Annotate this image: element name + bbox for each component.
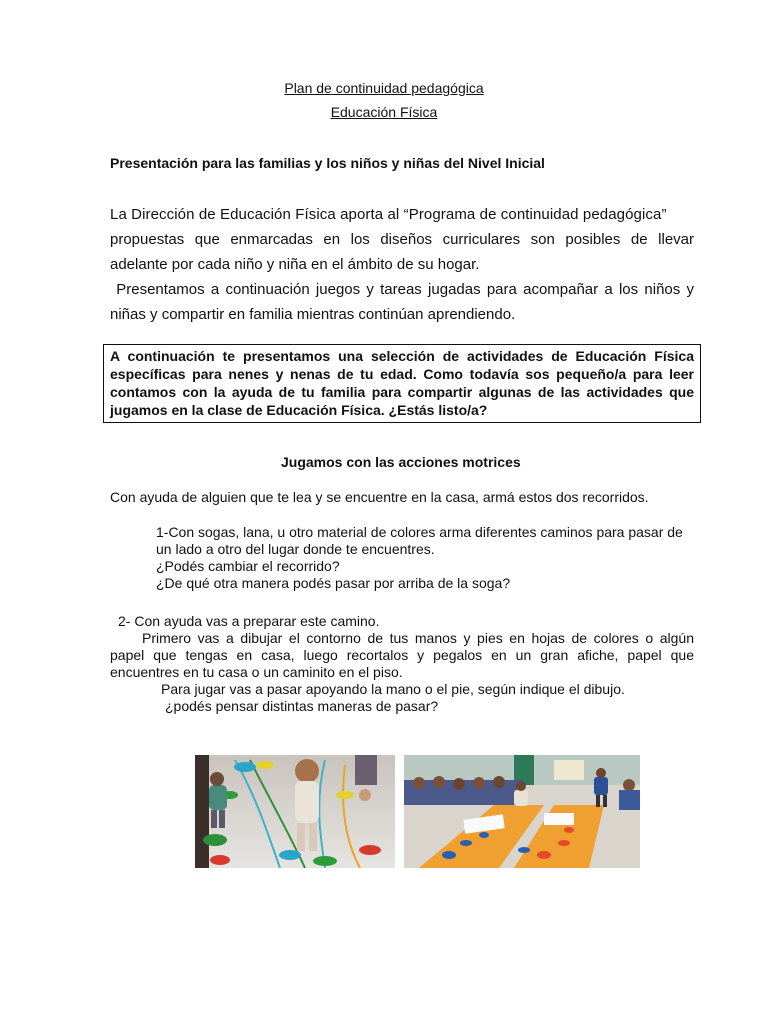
instructions-text: Con ayuda de alguien que te lea y se encuentre en la casa, armá estos dos recorridos. xyxy=(110,489,649,505)
box-line: específicas para nenes y nenas de tu edad. Como todavía sos pequeño/a para leer xyxy=(110,366,694,382)
intro-line: adelante por cada niño y niña en el ámbito de su hogar. xyxy=(110,256,480,273)
highlight-box xyxy=(103,344,701,423)
section-heading: Presentación para las familias y los niños y niñas del Nivel Inicial xyxy=(110,155,545,171)
children-hand-foot-path-photo xyxy=(404,755,640,868)
box-line: A continuación te presentamos una selección de actividades de Educación Física xyxy=(110,348,694,364)
activity-1-line: ¿Podés cambiar el recorrido? xyxy=(156,558,340,574)
activity-2-line: papel que tengas en casa, luego recortalos y pegalos en un gran afiche, papel que xyxy=(110,647,694,663)
activity-2-line: Primero vas a dibujar el contorno de tus manos y pies en hojas de colores o algún xyxy=(142,630,694,646)
activity-2-line: 2- Con ayuda vas a preparar este camino. xyxy=(118,613,380,629)
intro-line: propuestas que enmarcadas en los diseños curriculares son posibles de llevar xyxy=(110,231,694,248)
box-line: jugamos en la clase de Educación Física. ¿Estás listo/a? xyxy=(110,402,488,418)
intro-line: La Dirección de Educación Física aporta al “Programa de continuidad pedagógica” xyxy=(110,206,667,223)
activity-2 xyxy=(110,613,694,715)
activity-1-line: 1-Con sogas, lana, u otro material de colores arma diferentes caminos para pasar de xyxy=(156,524,683,540)
activity-2-line: Para jugar vas a pasar apoyando la mano o el pie, según indique el dibujo. xyxy=(161,681,625,697)
box-line: contamos con la ayuda de tu familia para compartir algunas de las actividades que xyxy=(110,384,694,400)
intro-paragraph xyxy=(110,202,694,327)
activity-1-line: un lado a otro del lugar donde te encuentres. xyxy=(156,541,435,557)
children-playing-with-ropes-photo xyxy=(195,755,395,868)
page-subtitle: Educación Física xyxy=(330,104,438,120)
page-title: Plan de continuidad pedagógica xyxy=(284,80,484,96)
activity-2-line: ¿podés pensar distintas maneras de pasar? xyxy=(165,698,439,714)
subheading: Jugamos con las acciones motrices xyxy=(281,454,521,470)
activity-1 xyxy=(156,524,701,592)
activity-1-line: ¿De qué otra manera podés pasar por arriba de la soga? xyxy=(156,575,511,591)
activity-2-line: encuentres en tu casa o un caminito en el piso. xyxy=(110,664,403,680)
intro-line: Presentamos a continuación juegos y tareas jugadas para acompañar a los niños y xyxy=(110,281,694,298)
intro-line: niñas y compartir en familia mientras continúan aprendiendo. xyxy=(110,306,516,323)
